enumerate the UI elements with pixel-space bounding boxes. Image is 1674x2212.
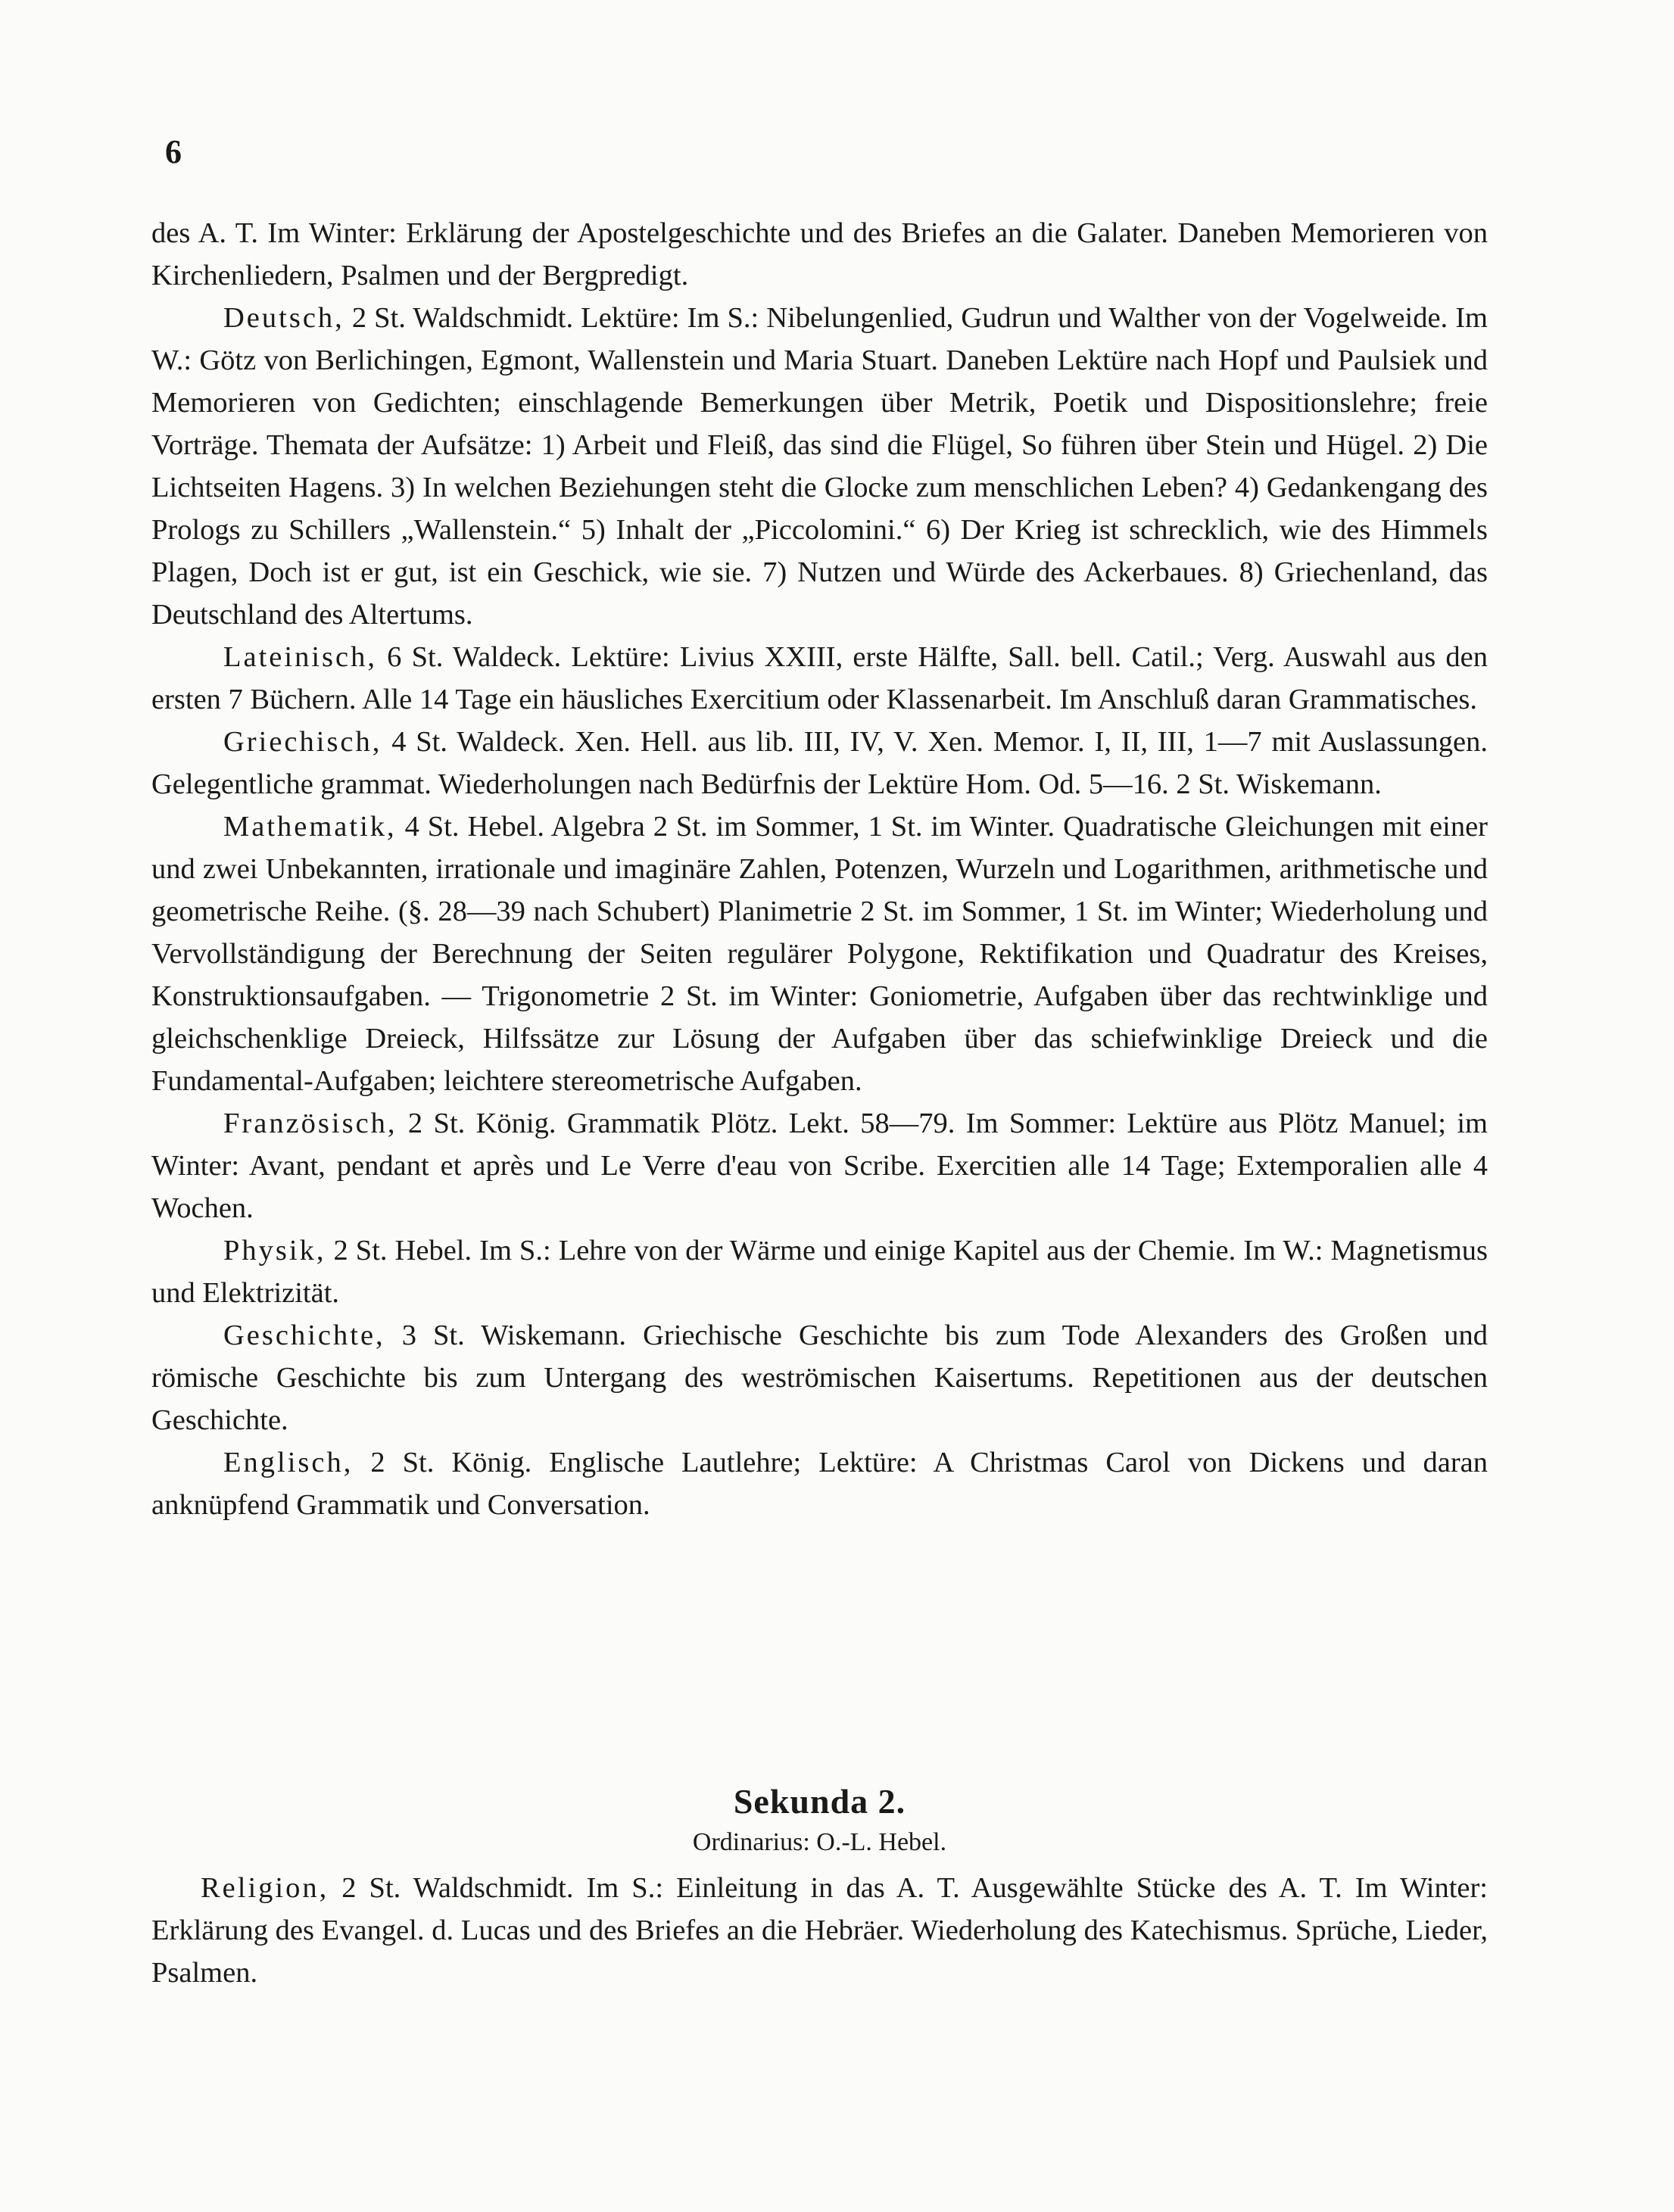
paragraph-text: 6 St. Waldeck. Lektüre: Livius XXIII, erste Hälfte, Sall. bell. Catil.; Verg. Auswahl aus den ersten 7 Büchern. Alle 14 Tage ein häusliches Exercitium oder Klassenarbeit. Im Anschluß daran Grammatisches. (151, 641, 1488, 715)
paragraph (151, 1229, 1488, 1314)
paragraph-text: 4 St. Hebel. Algebra 2 St. im Sommer, 1 St. im Winter. Quadratische Gleichungen mit einer und zwei Unbekannten, irrationale und imaginäre Zahlen, Potenzen, Wurzeln und Logarithmen, arithmetische und geometrische Reihe. (§. 28—39 nach Schubert) Planimetrie 2 St. im Sommer, 1 St. im Winter; Wiederholung und Vervollständigung der Berechnung der Seiten regulärer Polygone, Rektifikation und Quadratur des Kreises, Konstruktionsaufgaben. — Trigonometrie 2 St. im Winter: Goniometrie, Aufgaben über das rechtwinklige und gleichschenklige Dreieck, Hilfssätze zur Lösung der Aufgaben über das schiefwinklige Dreieck und die Fundamental-Aufgaben; leichtere stereometrische Aufgaben. (151, 811, 1488, 1097)
paragraph (151, 1867, 1488, 1994)
paragraph-text: 2 St. Waldschmidt. Im S.: Einleitung in das A. T. Ausgewählte Stücke des A. T. Im Winter: Erklärung des Evangel. d. Lucas und des Briefes an die Hebräer. Wiederholung des Katechismus. Sprüche, Lieder, Psalmen. (151, 1872, 1488, 1989)
paragraph-text: 2 St. Waldschmidt. Lektüre: Im S.: Nibelungenlied, Gudrun und Walther von der Vogelweide. Im W.: Götz von Berlichingen, Egmont, Wallenstein und Maria Stuart. Daneben Lektüre nach Hopf und Paulsiek und Memorieren von Gedichten; einschlagende Bemerkungen über Metrik, Poetik und Dispositionslehre; freie Vorträge. Themata der Aufsätze: 1) Arbeit und Fleiß, das sind die Flügel, So führen über Stein und Hügel. 2) Die Lichtseiten Hagens. 3) In welchen Beziehungen steht die Glocke zum menschlichen Leben? 4) Gedankengang des Prologs zu Schillers „Wallenstein.“ 5) Inhalt der „Piccolomini.“ 6) Der Krieg ist schrecklich, wie des Himmels Plagen, Doch ist er gut, ist ein Geschick, wie sie. 7) Nutzen und Würde des Ackerbaues. 8) Griechenland, das Deutschland des Altertums. (151, 302, 1488, 631)
paragraph-lead: Englisch, (223, 1447, 354, 1478)
page-number: 6 (165, 133, 182, 170)
paragraph-text: 2 St. Hebel. Im S.: Lehre von der Wärme und einige Kapitel aus der Chemie. Im W.: Magnetismus und Elektrizität. (151, 1235, 1488, 1309)
paragraph-text: 2 St. König. Englische Lautlehre; Lektüre: A Christmas Carol von Dickens und daran anknüpfend Grammatik und Conversation. (151, 1447, 1488, 1521)
paragraph-lead: Französisch, (223, 1108, 397, 1139)
paragraph (151, 636, 1488, 721)
section-sekunda-2 (151, 1779, 1488, 1994)
paragraph (151, 1102, 1488, 1229)
paragraph (151, 805, 1488, 1102)
section-body (151, 1867, 1488, 1994)
section-title: Sekunda 2. (733, 1782, 906, 1821)
paragraph-text: 3 St. Wiskemann. Griechische Geschichte bis zum Tode Alexanders des Großen und römische Geschichte bis zum Untergang des weströmischen Kaisertums. Repetitionen aus der deutschen Geschichte. (151, 1319, 1488, 1436)
paragraph-lead: Deutsch, (223, 302, 344, 334)
paragraph (151, 297, 1488, 636)
paragraph-text: 2 St. König. Grammatik Plötz. Lekt. 58—79. Im Sommer: Lektüre aus Plötz Manuel; im Winter: Avant, pendant et après und Le Verre d'eau von Scribe. Exercitien alle 14 Tage; Extemporalien alle 4 Wochen. (151, 1108, 1488, 1224)
paragraph-lead: Griechisch, (223, 726, 382, 758)
paragraph-text: des A. T. Im Winter: Erklärung der Apostelgeschichte und des Briefes an die Galater. Daneben Memorieren von Kirchenliedern, Psalmen und der Bergpredigt. (151, 217, 1488, 291)
paragraph (151, 1314, 1488, 1441)
paragraph (151, 1441, 1488, 1526)
paragraph-lead: Physik, (223, 1235, 326, 1266)
paragraph-lead: Mathematik, (223, 811, 397, 843)
section-subtitle: Ordinarius: O.-L. Hebel. (692, 1828, 947, 1856)
paragraph-text: 4 St. Waldeck. Xen. Hell. aus lib. III, IV, V. Xen. Memor. I, II, III, 1—7 mit Auslassungen. Gelegentliche grammat. Wiederholungen nach Bedürfnis der Lektüre Hom. Od. 5—16. 2 St. Wiskemann. (151, 726, 1488, 800)
paragraph-lead: Religion, (201, 1872, 329, 1904)
paragraph-lead: Lateinisch, (223, 641, 377, 673)
body-text (151, 212, 1488, 1526)
paragraph (151, 721, 1488, 805)
paragraph (151, 212, 1488, 297)
paragraph-lead: Geschichte, (223, 1319, 385, 1351)
